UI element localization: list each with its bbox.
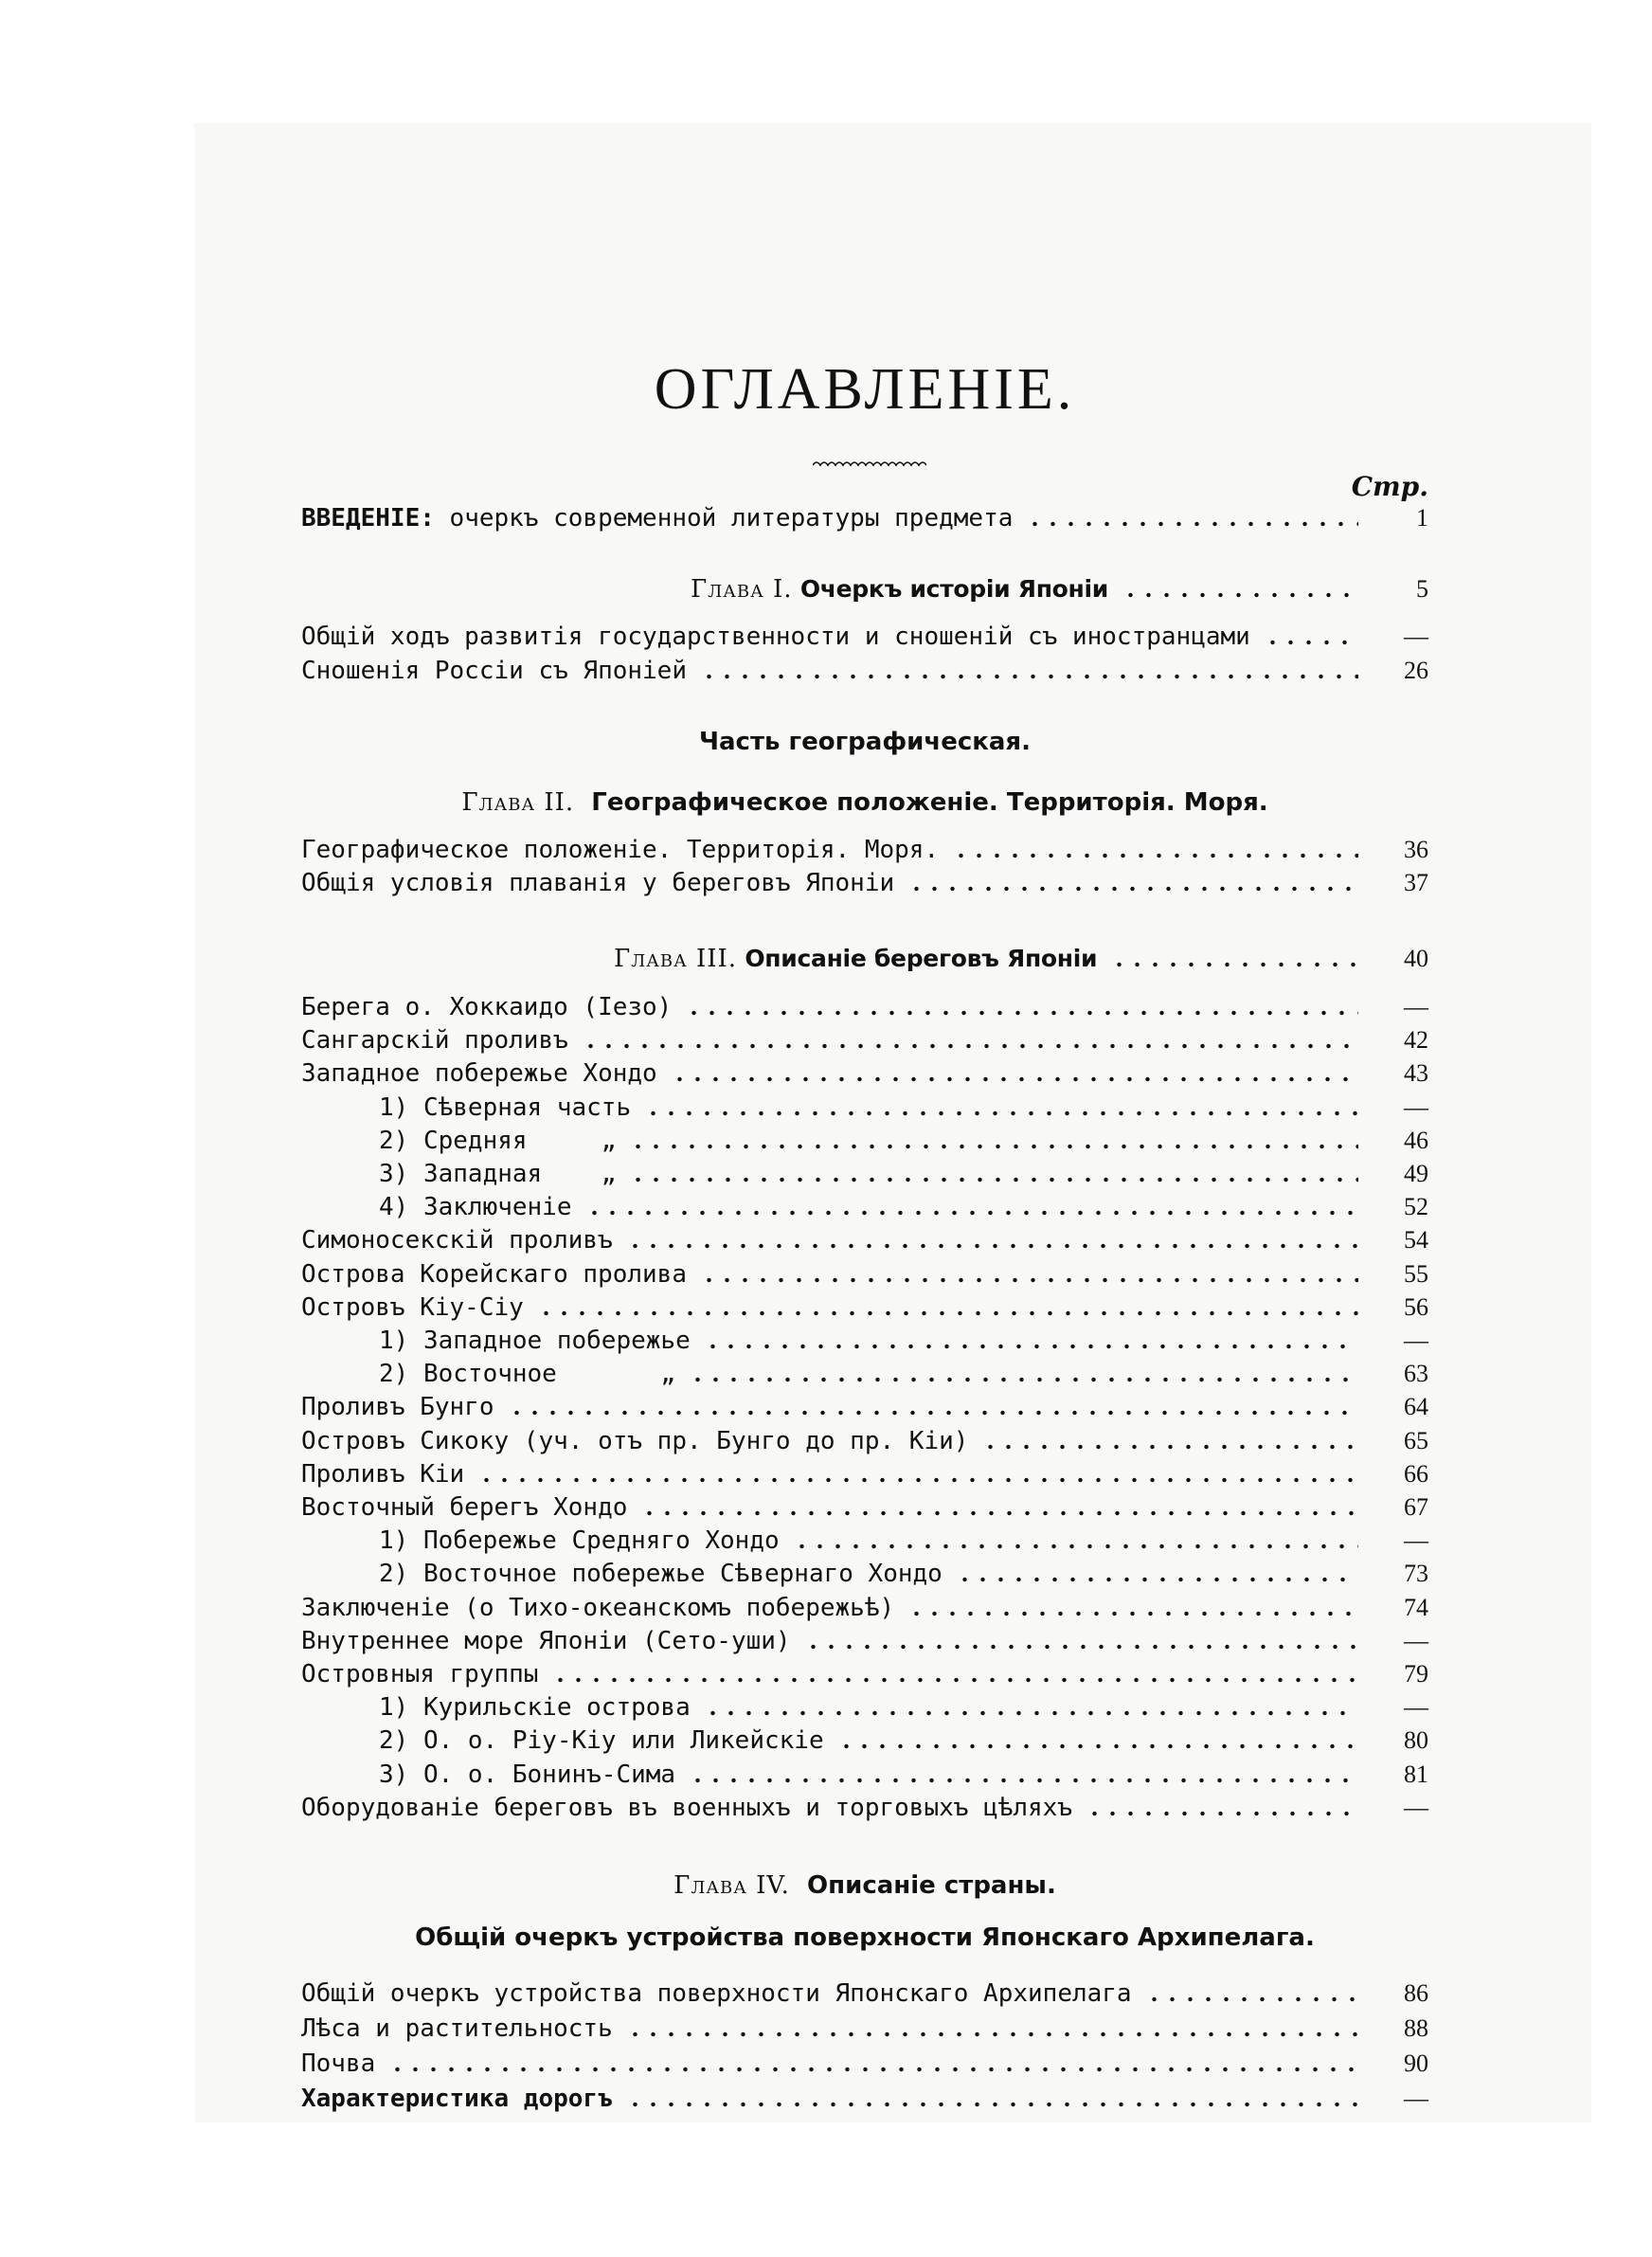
toc-entry <box>301 1558 1428 1590</box>
toc-entry <box>301 621 1428 653</box>
page-number: 80 <box>1404 1726 1428 1755</box>
entry-label: Характеристика дорогъ <box>301 2085 613 2113</box>
entry-label: Общій очеркъ устройства поверхности Японскаго Архипелага <box>301 1979 1132 2008</box>
entry-label: 1) Курильскіе острова <box>379 1693 691 1723</box>
entry-label: 2) О. о. Ріу-Кіу или Ликейскіе <box>379 1726 824 1756</box>
toc-entry <box>301 1024 1428 1056</box>
dot-leader <box>508 1410 1359 1416</box>
toc-entry <box>301 1658 1428 1690</box>
page-number: 42 <box>1404 1026 1428 1055</box>
entry-label: 1) Сѣверная часть <box>379 1092 632 1122</box>
toc-entry <box>301 2083 1428 2115</box>
entry-label: 4) Заключеніе <box>379 1193 572 1222</box>
page-number: 52 <box>1404 1193 1428 1221</box>
part-heading: Часть географическая. <box>698 728 1032 756</box>
toc-entry <box>301 1224 1428 1256</box>
page-number: 73 <box>1404 1560 1428 1588</box>
dot-leader <box>907 1611 1358 1616</box>
dot-leader <box>689 1778 1358 1783</box>
page-number: 55 <box>1404 1259 1428 1288</box>
page-number: 54 <box>1404 1226 1428 1255</box>
toc-entry <box>301 1358 1428 1390</box>
entry-label: Заключеніе (о Тихо-океанскомъ побережьѣ) <box>301 1593 895 1622</box>
page-number: 43 <box>1404 1059 1428 1088</box>
dot-leader <box>804 1644 1358 1650</box>
dot-leader <box>551 1677 1358 1683</box>
page-number: 1 <box>1416 504 1428 532</box>
page-title: ОГЛАВЛЕНІЕ. <box>654 357 1076 422</box>
entry-label: Внутреннее море Японіи (Сето-уши) <box>301 1626 791 1655</box>
toc-entry <box>301 2048 1428 2080</box>
page-number: — <box>1404 1526 1428 1555</box>
dot-leader <box>585 1210 1359 1216</box>
dot-leader <box>837 1743 1358 1749</box>
dot-leader <box>1086 1811 1358 1816</box>
entry-label: Оборудованіе береговъ въ военныхъ и торговыхъ цѣляхъ <box>301 1793 1072 1822</box>
toc-entry <box>301 991 1428 1023</box>
page-number: 40 <box>1404 945 1428 972</box>
page-number: 46 <box>1404 1126 1428 1154</box>
dot-leader <box>1122 592 1358 598</box>
toc-entry <box>301 1592 1428 1624</box>
chapter-number: Глава I. <box>691 575 793 604</box>
dot-leader <box>700 674 1358 679</box>
entry-label: Общій ходъ развитія государственности и сношеній съ иностранцами <box>301 623 1250 651</box>
dot-leader <box>640 1510 1358 1516</box>
page-number: — <box>1404 1793 1428 1821</box>
toc-entry <box>301 1258 1428 1291</box>
chapter-heading-3 <box>301 943 1428 975</box>
page-number: 66 <box>1404 1459 1428 1488</box>
entry-label: Проливъ Бунго <box>301 1393 494 1422</box>
dot-leader <box>981 1444 1358 1450</box>
page-number: 63 <box>1404 1360 1428 1388</box>
page-number: 26 <box>1404 657 1428 684</box>
dot-leader <box>907 886 1358 892</box>
page-number: 67 <box>1404 1493 1428 1521</box>
entry-label: Лѣса и растительность <box>301 2014 613 2043</box>
page-number: 81 <box>1404 1760 1428 1788</box>
dot-leader <box>671 1076 1358 1082</box>
entry-label: Западное побережье Хондо <box>301 1059 657 1089</box>
chapter-number: Глава IV. <box>673 1871 790 1900</box>
dot-leader <box>1026 521 1358 527</box>
toc-entry <box>301 1458 1428 1490</box>
dot-leader <box>952 853 1358 858</box>
page-number: 56 <box>1404 1292 1428 1321</box>
entry-label: Берега о. Хоккаидо (Іезо) <box>301 993 673 1021</box>
page-number: 65 <box>1404 1426 1428 1454</box>
dot-leader <box>1110 962 1358 967</box>
dot-leader <box>537 1310 1358 1316</box>
page-number: — <box>1404 623 1428 650</box>
toc-entry <box>301 655 1428 687</box>
toc-entry <box>301 834 1428 866</box>
intro-label: ВВЕДЕНІЕ: <box>301 504 435 533</box>
dot-leader <box>956 1577 1358 1582</box>
entry-label: 2) Восточное побережье Сѣвернаго Хондо <box>379 1560 943 1589</box>
entry-label: 1) Западное побережье <box>379 1327 691 1355</box>
dot-leader <box>704 1344 1358 1349</box>
toc-entry <box>301 867 1428 899</box>
page-number: 5 <box>1416 575 1428 603</box>
dot-leader <box>689 1377 1358 1382</box>
toc-entry-introduction <box>301 502 1428 534</box>
page-number: 37 <box>1404 869 1428 896</box>
toc-entry <box>301 1792 1428 1824</box>
toc-entry <box>301 1425 1428 1457</box>
chapter-title: Очеркъ исторіи Японіи <box>799 575 1108 603</box>
entry-label: 3) О. о. Бонинъ-Сима <box>379 1760 676 1789</box>
toc-entry <box>301 1391 1428 1423</box>
toc-entry <box>301 1325 1428 1357</box>
dot-leader <box>629 1177 1358 1183</box>
intro-text: очеркъ современной литературы предмета <box>434 504 1014 533</box>
entry-label: Географическое положеніе. Территорія. Моря. <box>301 836 940 864</box>
page-number: — <box>1404 1327 1428 1354</box>
page-number: — <box>1404 1693 1428 1722</box>
page-number: — <box>1404 1626 1428 1654</box>
chapter-heading-2 <box>301 788 1428 817</box>
page-number: 86 <box>1404 1979 1428 2007</box>
dot-leader <box>704 1710 1358 1716</box>
page-number: 74 <box>1404 1593 1428 1621</box>
dot-leader <box>685 1010 1358 1016</box>
ornament-divider <box>813 457 926 470</box>
toc-entry <box>301 1625 1428 1657</box>
dot-leader <box>700 1277 1358 1283</box>
chapter-title: Описаніе береговъ Японіи <box>745 945 1098 972</box>
chapter-number: Глава III. <box>614 945 738 973</box>
entry-label: Восточный берегъ Хондо <box>301 1493 628 1522</box>
entry-label: 2) Восточное „ <box>379 1360 676 1389</box>
entry-label: Симоносекскій проливъ <box>301 1226 613 1255</box>
toc-entry <box>301 1291 1428 1324</box>
page-number: — <box>1404 2085 1428 2112</box>
chapter-heading-4 <box>301 1871 1428 1900</box>
page-number: — <box>1404 993 1428 1020</box>
toc-entry <box>301 1191 1428 1223</box>
page-number: — <box>1404 1092 1428 1121</box>
page-number: 79 <box>1404 1660 1428 1688</box>
toc-entry <box>301 1691 1428 1724</box>
toc-entry <box>301 2013 1428 2045</box>
dot-leader <box>626 2031 1358 2037</box>
page-column-header: Стр. <box>1351 471 1428 502</box>
page-number: 36 <box>1404 836 1428 863</box>
entry-label: Острова Корейскаго пролива <box>301 1259 687 1289</box>
toc-entry <box>301 1724 1428 1757</box>
entry-label: Островныя группы <box>301 1660 539 1688</box>
chapter-heading-1 <box>301 573 1428 605</box>
toc-entry <box>301 1525 1428 1557</box>
toc-entry <box>301 1158 1428 1190</box>
page-number: 90 <box>1404 2049 1428 2077</box>
chapter-title: Описаніе страны. <box>807 1871 1056 1900</box>
entry-label: Островъ Кіу-Сіу <box>301 1292 524 1322</box>
toc-entry <box>301 1057 1428 1090</box>
entry-label: 2) Средняя „ <box>379 1126 617 1155</box>
dot-leader <box>477 1477 1358 1483</box>
dot-leader <box>626 1243 1358 1249</box>
chapter-title: Географическое положеніе. Территорія. Моря. <box>591 788 1268 817</box>
entry-label: 3) Западная „ <box>379 1160 617 1188</box>
dot-leader <box>629 1144 1358 1149</box>
dot-leader <box>388 2067 1358 2072</box>
dot-leader <box>644 1110 1358 1116</box>
toc-entry <box>301 1491 1428 1524</box>
dot-leader <box>1145 1996 1358 2002</box>
entry-label: Проливъ Кіи <box>301 1459 465 1489</box>
dot-leader <box>626 2102 1358 2107</box>
entry-label: 1) Побережье Средняго Хондо <box>379 1526 780 1556</box>
toc-entry <box>301 1092 1428 1124</box>
toc-entry <box>301 1977 1428 2010</box>
chapter-4-subtitle: Общій очеркъ устройства поверхности Японскаго Архипелага. <box>415 1923 1315 1952</box>
entry-label: Сношенія Россіи съ Японіей <box>301 657 687 685</box>
toc-entry <box>301 1759 1428 1791</box>
entry-label: Островъ Сикоку (уч. отъ пр. Бунго до пр. Кіи) <box>301 1426 969 1455</box>
entry-label: Почва <box>301 2049 376 2078</box>
toc-entry <box>301 1125 1428 1157</box>
dot-leader <box>1264 640 1358 645</box>
dot-leader <box>793 1544 1358 1549</box>
page-number: 49 <box>1404 1160 1428 1187</box>
page-number: 88 <box>1404 2014 1428 2042</box>
dot-leader <box>582 1043 1358 1049</box>
entry-label: Сангарскій проливъ <box>301 1026 568 1056</box>
page-number: 64 <box>1404 1393 1428 1421</box>
entry-label: Общія условія плаванія у береговъ Японіи <box>301 869 895 897</box>
chapter-number: Глава II. <box>461 788 575 817</box>
